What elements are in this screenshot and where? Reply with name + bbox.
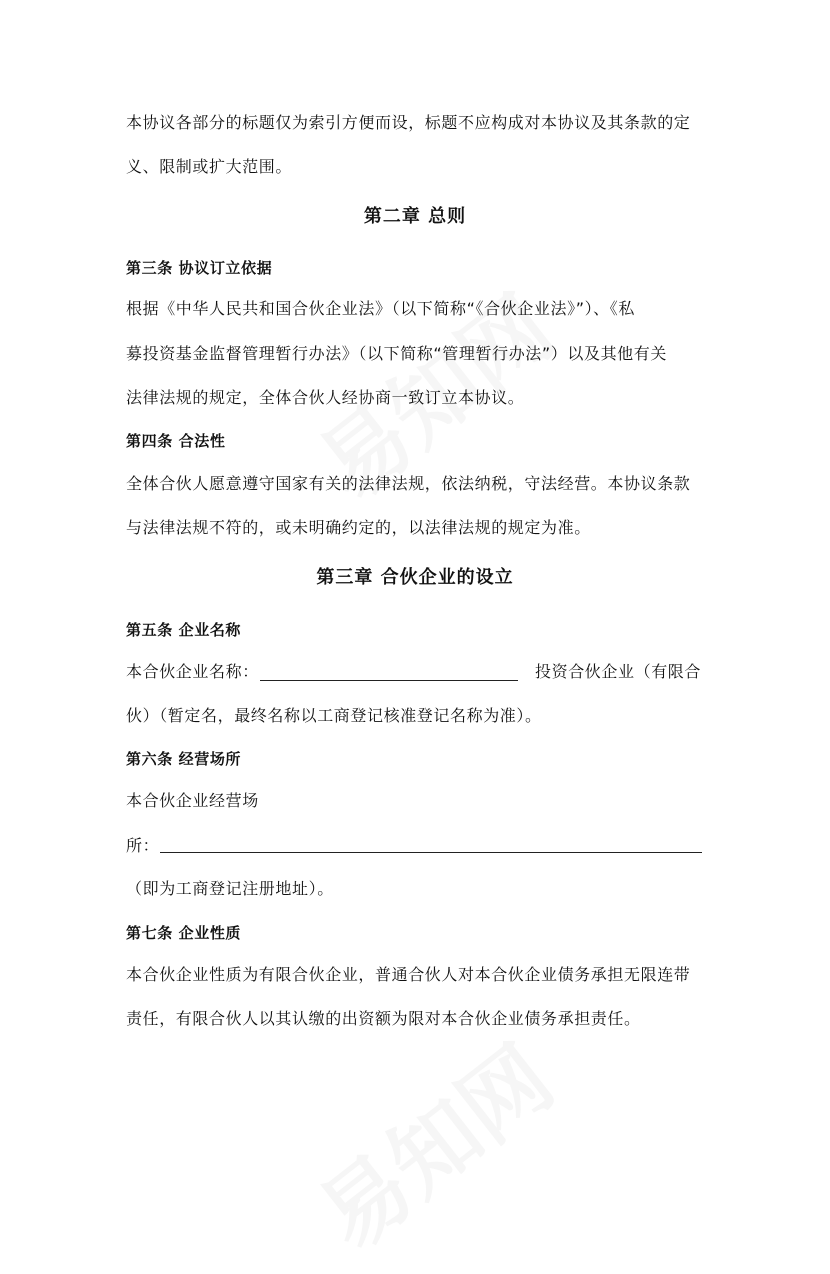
article-4-title: 第四条 合法性 — [126, 432, 226, 450]
article-6-label: 所： — [126, 836, 160, 855]
article-5-line-2: 伙）（暂定名，最终名称以工商登记核准登记名称为准）。 — [126, 706, 542, 725]
article-3-line-3: 法律法规的规定，全体合伙人经协商一致订立本协议。 — [126, 388, 525, 407]
article-7-line-2: 责任，有限合伙人以其认缴的出资额为限对本合伙企业债务承担责任。 — [126, 1009, 641, 1028]
intro-line-1: 本协议各部分的标题仅为索引方便而设，标题不应构成对本协议及其条款的定 — [126, 113, 691, 132]
intro-line-2: 义、限制或扩大范围。 — [126, 157, 293, 176]
article-3-title: 第三条 协议订立依据 — [126, 259, 273, 277]
article-7-line-1: 本合伙企业性质为有限合伙企业，普通合伙人对本合伙企业债务承担无限连带 — [126, 965, 691, 984]
article-4-line-1: 全体合伙人愿意遵守国家有关的法律法规，依法纳税，守法经营。本协议条款 — [126, 474, 691, 493]
article-6-line-3: （即为工商登记注册地址）。 — [126, 879, 334, 898]
article-4-line-2: 与法律法规不符的，或未明确约定的，以法律法规的规定为准。 — [126, 518, 591, 537]
article-7-title: 第七条 企业性质 — [126, 924, 242, 942]
business-address-blank[interactable] — [160, 852, 702, 853]
article-6-line-1: 本合伙企业经营场 — [126, 791, 259, 810]
enterprise-name-blank[interactable] — [260, 680, 518, 681]
article-5-title: 第五条 企业名称 — [126, 621, 242, 639]
chapter-3-title: 第三章 合伙企业的设立 — [316, 567, 514, 588]
article-6-title: 第六条 经营场所 — [126, 750, 242, 768]
article-5-suffix: 投资合伙企业（有限合 — [535, 662, 702, 681]
article-3-line-2: 募投资基金监督管理暂行办法》（以下简称“管理暂行办法”）以及其他有关 — [126, 344, 667, 363]
chapter-2-title: 第二章 总则 — [363, 206, 467, 227]
article-3-line-1: 根据《中华人民共和国合伙企业法》（以下简称“《合伙企业法》”）、《私 — [126, 299, 635, 318]
article-5-label: 本合伙企业名称： — [126, 662, 259, 681]
watermark-lower — [289, 1012, 575, 1274]
